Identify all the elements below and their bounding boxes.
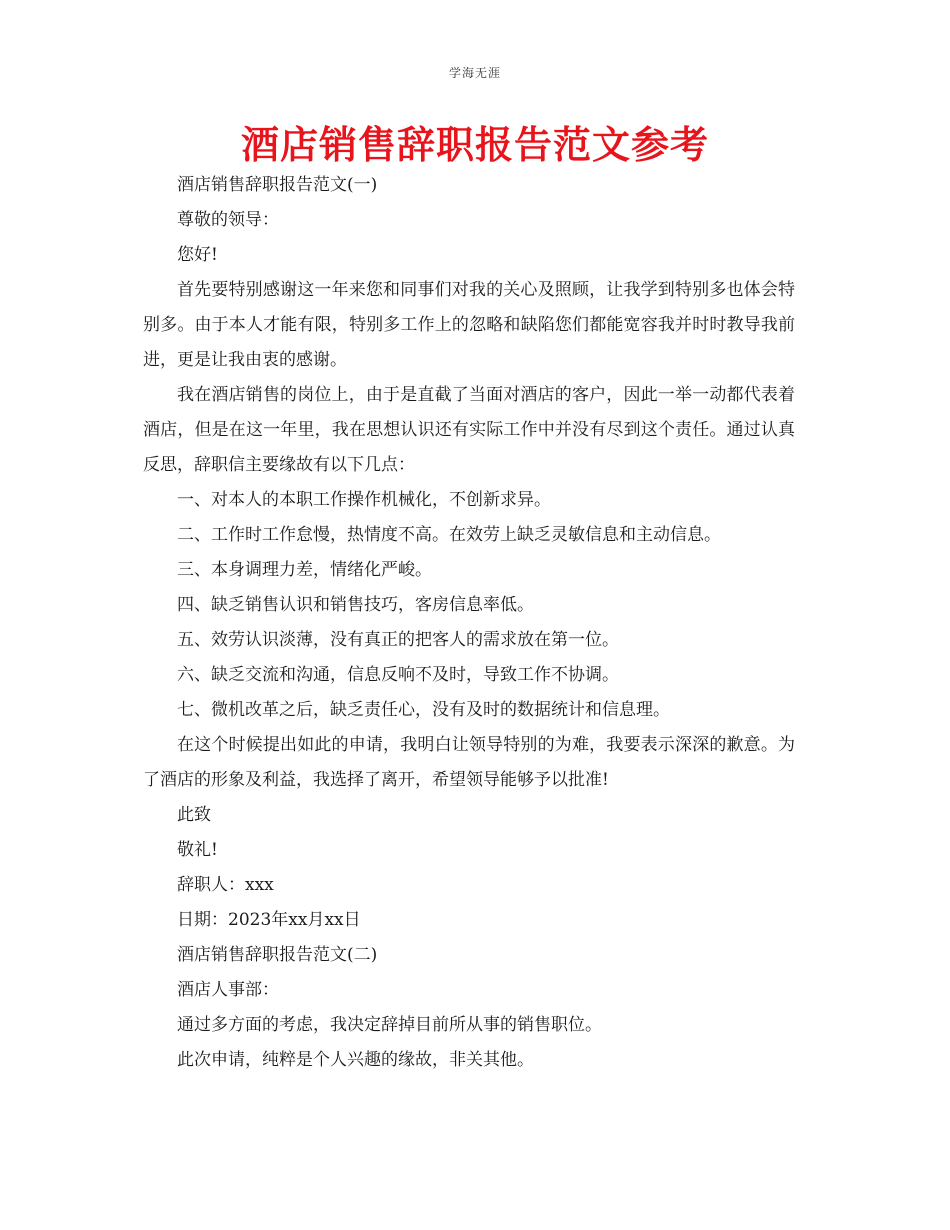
- page-header: 学海无涯: [448, 66, 501, 80]
- closing-2: 敬礼!: [177, 840, 218, 860]
- list-item-reason-7: 七、微机改革之后，缺乏责任心，没有及时的数据统计和信息理。: [177, 700, 670, 720]
- list-item-reason-5: 五、效劳认识淡薄，没有真正的把客人的需求放在第一位。: [177, 630, 619, 650]
- paragraph-thanks: 首先要特别感谢这一年来您和同事们对我的关心及照顾，让我学到特别多也体会特别多。由于本人才能有限，特别多工作上的忽略和缺陷您们都能宽容我并时时教导我前进，更是让我由衷的感谢。: [143, 280, 795, 370]
- list-item-reason-3: 三、本身调理力差，情绪化严峻。: [177, 560, 432, 580]
- salutation: 尊敬的领导：: [177, 210, 279, 230]
- document-body: [143, 168, 795, 1078]
- greeting: 您好!: [177, 245, 218, 265]
- recipient-line: 酒店人事部：: [177, 980, 279, 1000]
- section-heading-2: 酒店销售辞职报告范文(二): [177, 945, 378, 965]
- list-item-reason-4: 四、缺乏销售认识和销售技巧，客房信息率低。: [177, 595, 534, 615]
- paragraph-reasons-intro: 我在酒店销售的岗位上，由于是直截了当面对酒店的客户，因此一举一动都代表着酒店，但是在这一年里，我在思想认识还有实际工作中并没有尽到这个责任。通过认真反思，辞职信主要缘故有以下几点：: [143, 385, 795, 475]
- list-item-reason-2: 二、工作时工作怠慢，热情度不高。在效劳上缺乏灵敏信息和主动信息。: [177, 525, 721, 545]
- section-heading-1: 酒店销售辞职报告范文(一): [177, 175, 378, 195]
- date-line: 日期：2023年xx月xx日: [177, 910, 361, 930]
- paragraph-decision: 通过多方面的考虑，我决定辞掉目前所从事的销售职位。: [177, 1015, 602, 1035]
- paragraph-reason: 此次申请，纯粹是个人兴趣的缘故，非关其他。: [177, 1050, 534, 1070]
- paragraph-apology: 在这个时候提出如此的申请，我明白让领导特别的为难，我要表示深深的歉意。为了酒店的形象及利益，我选择了离开，希望领导能够予以批准!: [143, 735, 795, 790]
- signature-line: 辞职人：xxx: [177, 875, 274, 895]
- document-title: 酒店销售辞职报告范文参考: [240, 123, 709, 167]
- list-item-reason-6: 六、缺乏交流和沟通，信息反响不及时，导致工作不协调。: [177, 665, 619, 685]
- closing-1: 此致: [177, 805, 211, 825]
- list-item-reason-1: 一、对本人的本职工作操作机械化，不创新求异。: [177, 490, 551, 510]
